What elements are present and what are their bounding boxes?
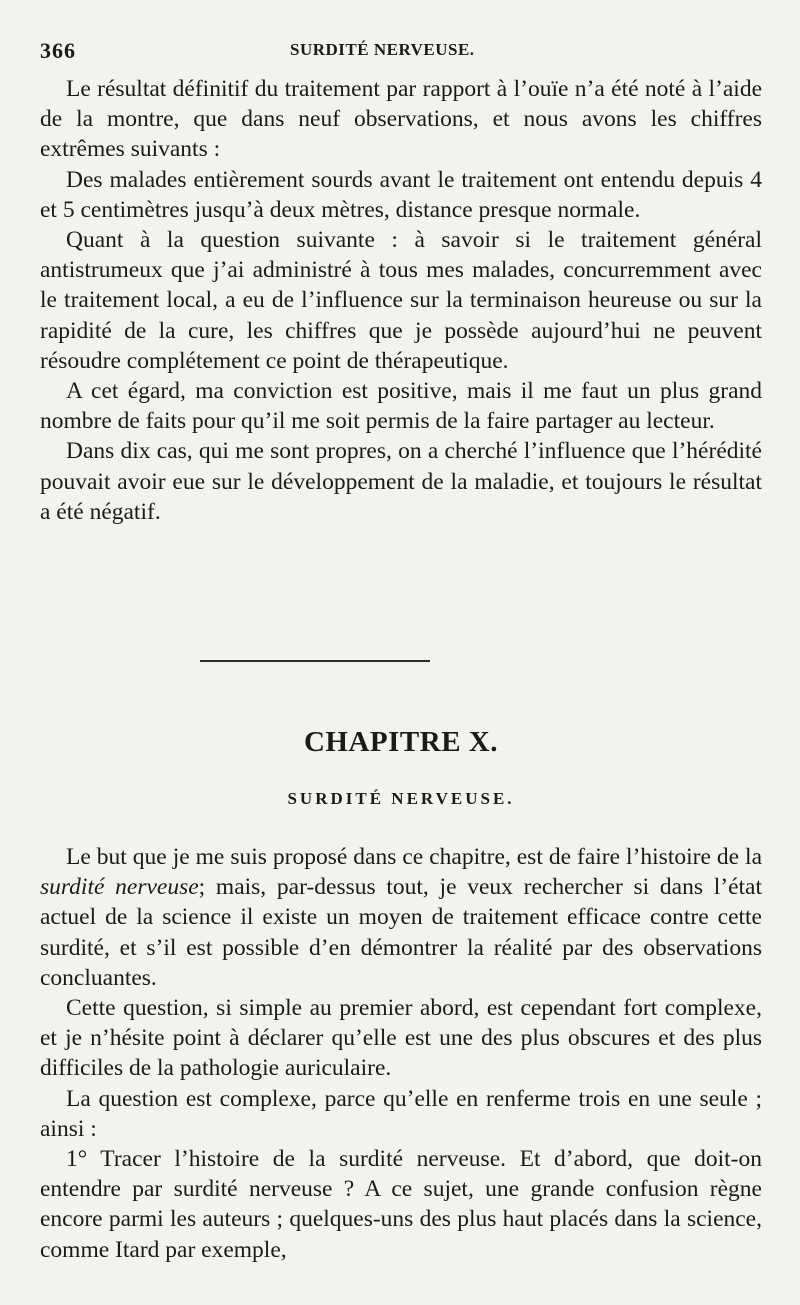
chapter-heading: CHAPITRE X.: [303, 726, 498, 758]
paragraph: 1° Tracer l’histoire de la surdité nerveuse. Et d’abord, que doit-on entendre par surdité nerveuse ? A ce sujet, une grande confusion règne encore parmi les auteurs ; quelques-uns des plus haut placés dans la science, comme Itard par exemple,: [40, 1146, 762, 1263]
body-section-chapter: [40, 842, 762, 1265]
paragraph: [40, 842, 762, 993]
page-header: [40, 38, 762, 64]
paragraph-text: Le but que je me suis proposé dans ce chapitre, est de faire l’histoire de la: [66, 844, 762, 870]
chapter-subheading: SURDITÉ NERVEUSE.: [287, 789, 515, 808]
paragraph: Cette question, si simple au premier abord, est cependant fort complexe, et je n’hésite point à déclarer qu’elle est une des plus obscures et des plus difficiles de la pathologie auriculaire.: [40, 995, 762, 1082]
book-page: [40, 0, 762, 1305]
paragraph: La question est complexe, parce qu’elle en renferme trois en une seule ; ainsi :: [40, 1085, 762, 1142]
paragraph: A cet égard, ma conviction est positive, mais il me faut un plus grand nombre de faits pour qu’il me soit permis de la faire partager au lecteur.: [40, 378, 762, 435]
running-title: SURDITÉ NERVEUSE.: [290, 40, 475, 59]
paragraph: Le résultat définitif du traitement par rapport à l’ouïe n’a été noté à l’aide de la montre, que dans neuf observations, et nous avons les chiffres extrêmes suivants :: [40, 76, 762, 163]
section-divider: [200, 660, 430, 662]
paragraph-text: ; mais, par-dessus tout, je veux rechercher si dans l’état actuel de la science il existe un moyen de traitement efficace contre cette surdité, et s’il est possible d’en démontrer la réalité par des observations concluantes.: [40, 874, 762, 991]
page-number: 366: [40, 38, 76, 63]
italic-term: surdité nerveuse: [40, 874, 199, 901]
body-section-top: [40, 74, 762, 527]
paragraph: Des malades entièrement sourds avant le traitement ont entendu depuis 4 et 5 centimètres jusqu’à deux mètres, distance presque normale.: [40, 166, 762, 223]
paragraph: Quant à la question suivante : à savoir si le traitement général antistrumeux que j’ai administré à tous mes malades, concurremment avec le traitement local, a eu de l’influence sur la terminaison heureuse ou sur la rapidité de la cure, les chiffres que je possède aujourd’hui ne peuvent résoudre complétement ce point de thérapeutique.: [40, 227, 762, 374]
paragraph: Dans dix cas, qui me sont propres, on a cherché l’influence que l’hérédité pouvait avoir eue sur le développement de la maladie, et toujours le résultat a été négatif.: [40, 438, 762, 525]
